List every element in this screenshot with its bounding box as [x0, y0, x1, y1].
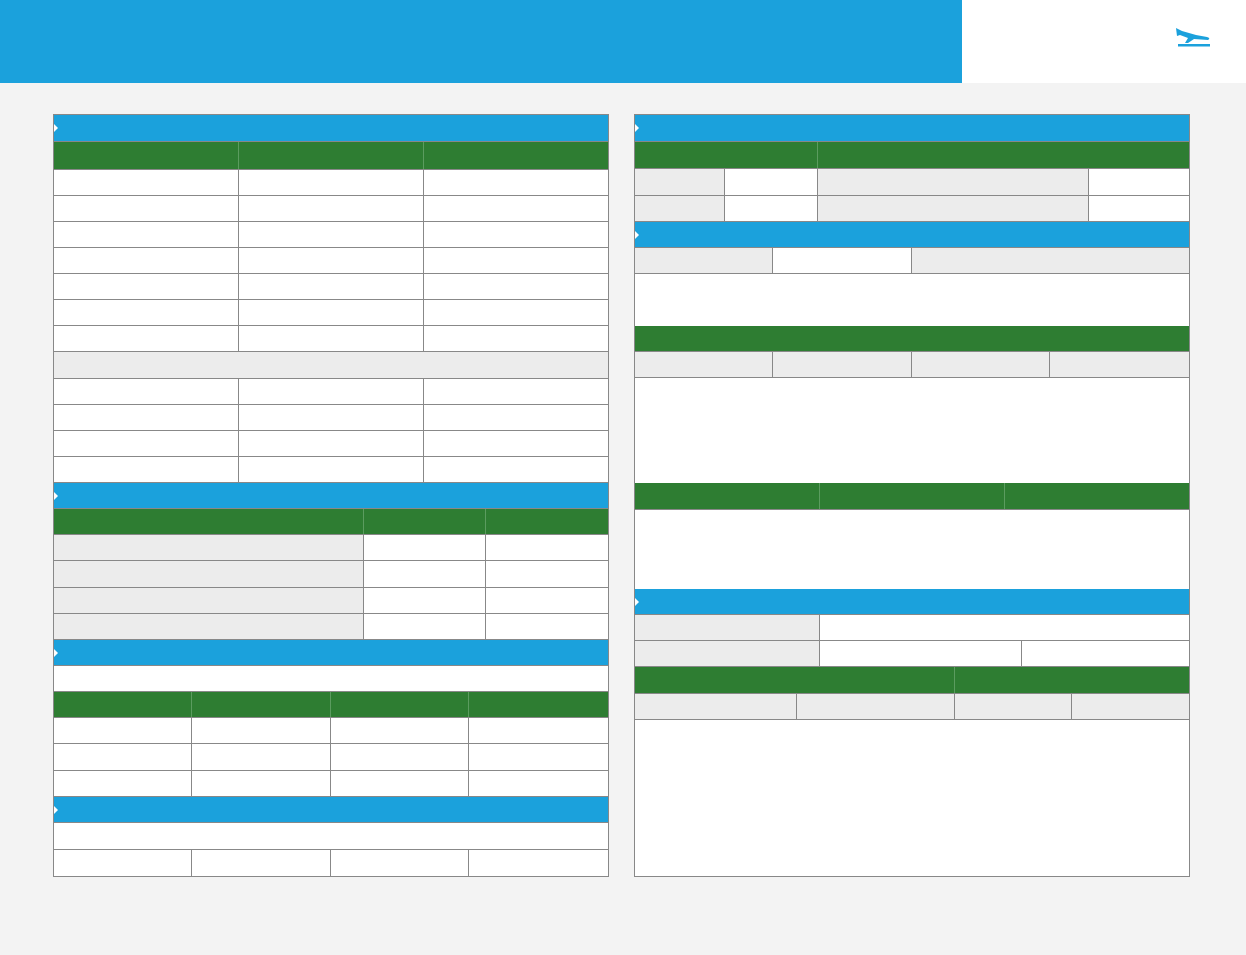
- table-cell: [469, 744, 608, 769]
- table-row: [54, 431, 608, 457]
- table-cell: [424, 170, 608, 195]
- column-header: [955, 667, 1189, 693]
- table-cell: [635, 169, 725, 195]
- table-cell: [364, 588, 486, 613]
- header-bar: [0, 0, 1246, 83]
- table-cell: [364, 535, 486, 560]
- column-header: [54, 142, 239, 169]
- column-header: [635, 667, 955, 693]
- table-cell: [239, 170, 424, 195]
- std-deduction-columns: [635, 142, 1189, 169]
- ss-row-wage-base: [635, 248, 1189, 274]
- amt-columns: [54, 509, 608, 535]
- ltcg-header: [54, 640, 608, 666]
- niit-value: [192, 850, 331, 876]
- social-security-title: [635, 222, 1189, 247]
- table-cell: [54, 535, 364, 560]
- table-row: [54, 170, 608, 196]
- table-cell: [424, 248, 608, 273]
- table-row: [54, 222, 608, 248]
- std-deduction-header: [635, 115, 1189, 142]
- table-cell: [239, 326, 424, 351]
- column-header: [912, 352, 1050, 377]
- table-cell: [424, 326, 608, 351]
- table-cell: [54, 379, 239, 404]
- table-cell: [486, 614, 608, 639]
- table-cell: [424, 405, 608, 430]
- column-header: [192, 692, 331, 717]
- table-cell: [239, 379, 424, 404]
- table-cell: [239, 457, 424, 482]
- column-header: [797, 694, 955, 719]
- table-cell: [424, 300, 608, 325]
- niit-note-row: [54, 823, 608, 850]
- table-cell: [1089, 169, 1189, 195]
- table-cell: [54, 431, 239, 456]
- table-cell: [54, 326, 239, 351]
- right-column: [634, 114, 1190, 877]
- niit-header: [54, 797, 608, 823]
- table-row: [54, 588, 608, 614]
- column-header: [364, 509, 486, 534]
- table-cell: [54, 614, 364, 639]
- table-row: [635, 169, 1189, 196]
- ss-label: [635, 248, 773, 273]
- std-deduction-title: [635, 115, 1189, 141]
- part-a-row: [635, 641, 1189, 667]
- federal-tax-columns: [54, 142, 608, 170]
- table-row: [54, 379, 608, 405]
- estates-trusts-title: [54, 352, 608, 378]
- table-cell: [469, 718, 608, 743]
- column-header: [469, 692, 608, 717]
- part-a-label: [635, 641, 820, 666]
- table-cell: [54, 457, 239, 482]
- column-header: [54, 509, 364, 534]
- table-row: [54, 405, 608, 431]
- table-cell: [54, 718, 192, 743]
- table-cell: [635, 196, 725, 222]
- table-cell: [818, 169, 1089, 195]
- table-cell: [331, 718, 469, 743]
- part-b-label: [635, 615, 820, 640]
- column-header: [54, 692, 192, 717]
- table-row: [54, 744, 608, 770]
- table-cell: [54, 588, 364, 613]
- provisional-income-columns: [635, 483, 1189, 510]
- medicare-title: [635, 589, 1189, 614]
- table-cell: [364, 561, 486, 586]
- table-cell: [54, 744, 192, 769]
- page-title: [0, 0, 960, 72]
- table-cell: [725, 169, 818, 195]
- table-row: [54, 300, 608, 326]
- table-cell: [725, 196, 818, 222]
- table-cell: [239, 196, 424, 221]
- table-cell: [192, 718, 331, 743]
- ltcg-note: [54, 666, 608, 691]
- table-cell: [239, 405, 424, 430]
- table-row: [54, 771, 608, 797]
- column-header: [818, 142, 1189, 168]
- table-cell: [424, 196, 608, 221]
- table-cell: [331, 744, 469, 769]
- column-header: [635, 694, 797, 719]
- table-cell: [486, 588, 608, 613]
- table-row: [54, 561, 608, 587]
- table-cell: [54, 274, 239, 299]
- table-cell: [54, 771, 192, 796]
- table-cell: [486, 535, 608, 560]
- table-cell: [239, 222, 424, 247]
- left-column: [53, 114, 609, 877]
- table-cell: [818, 196, 1089, 222]
- table-row: [54, 274, 608, 300]
- column-header: [424, 142, 608, 169]
- part-b-value: [820, 615, 1189, 640]
- table-cell: [54, 405, 239, 430]
- column-header: [1005, 483, 1189, 509]
- column-header: [635, 483, 820, 509]
- niit-note: [54, 823, 608, 849]
- column-header: [635, 142, 818, 168]
- table-cell: [424, 457, 608, 482]
- airplane-landing-icon: [1174, 25, 1212, 49]
- table-cell: [486, 561, 608, 586]
- table-cell: [54, 170, 239, 195]
- table-cell: [1089, 196, 1189, 222]
- table-row: [54, 614, 608, 640]
- ltcg-columns: [54, 692, 608, 718]
- table-cell: [54, 196, 239, 221]
- fra-title: [635, 326, 1189, 351]
- column-header: [955, 694, 1072, 719]
- irmaa-group-header: [635, 667, 1189, 694]
- column-header: [486, 509, 608, 534]
- table-cell: [54, 222, 239, 247]
- niit-row: [54, 850, 608, 876]
- table-row: [54, 718, 608, 744]
- column-header: [239, 142, 424, 169]
- table-cell: [54, 248, 239, 273]
- fra-header: [635, 326, 1189, 352]
- column-header: [773, 352, 912, 377]
- table-cell: [424, 379, 608, 404]
- table-row: [54, 248, 608, 274]
- table-cell: [331, 771, 469, 796]
- table-cell: [192, 771, 331, 796]
- column-header: [1050, 352, 1189, 377]
- part-b-row: [635, 615, 1189, 641]
- table-row: [54, 457, 608, 483]
- ss-value: [773, 248, 912, 273]
- table-cell: [424, 274, 608, 299]
- amt-title: [54, 483, 608, 508]
- table-cell: [54, 300, 239, 325]
- part-a-value: [1022, 641, 1189, 666]
- column-header: [331, 692, 469, 717]
- table-cell: [424, 431, 608, 456]
- part-a-value: [820, 641, 1022, 666]
- niit-value: [469, 850, 608, 876]
- table-cell: [424, 222, 608, 247]
- table-cell: [239, 300, 424, 325]
- ltcg-title: [54, 640, 608, 665]
- column-header: [635, 352, 773, 377]
- table-cell: [469, 771, 608, 796]
- social-security-header: [635, 222, 1189, 248]
- table-row: [54, 196, 608, 222]
- table-cell: [239, 248, 424, 273]
- table-cell: [239, 431, 424, 456]
- federal-tax-header: [54, 115, 608, 142]
- ltcg-note-row: [54, 666, 608, 692]
- column-header: [1072, 694, 1189, 719]
- table-cell: [364, 614, 486, 639]
- table-cell: [54, 561, 364, 586]
- niit-label: [54, 850, 192, 876]
- table-cell: [239, 274, 424, 299]
- ss-earnings-limit-label: [912, 248, 1189, 273]
- amt-header: [54, 483, 608, 509]
- column-header: [820, 483, 1005, 509]
- table-row: [635, 196, 1189, 223]
- fra-columns: [635, 352, 1189, 378]
- irmaa-columns: [635, 694, 1189, 720]
- table-row: [54, 535, 608, 561]
- niit-title: [54, 797, 608, 822]
- niit-label: [331, 850, 469, 876]
- medicare-header: [635, 589, 1189, 615]
- estates-trusts-header: [54, 352, 608, 379]
- table-row: [54, 326, 608, 352]
- table-cell: [192, 744, 331, 769]
- federal-tax-title: [54, 115, 608, 141]
